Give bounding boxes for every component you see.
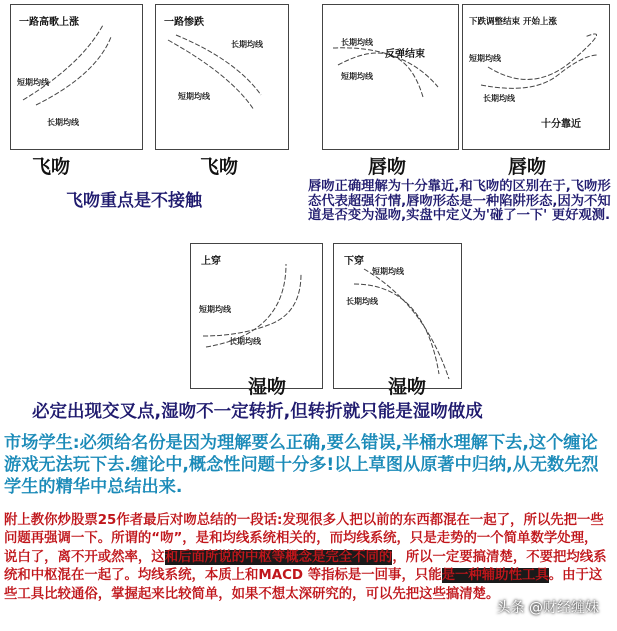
rebound-end-label: 反弹结束 [385, 49, 425, 60]
quote-text: ，所以一定要搞清楚，不要把均线系统和中枢混在一起了。均线系统，本质上和MACD 等指标是一回事，只能 [4, 549, 607, 584]
diagram-title: 下穿 [344, 256, 364, 267]
long-ma-label: 长期均线 [229, 337, 261, 346]
quote-highlight: 是一种辅助性工具 [441, 568, 549, 584]
diagram-title: 下跌调整结束 开始上涨 [469, 17, 557, 27]
long-ma-label: 长期均线 [47, 118, 79, 127]
diagram-lip-kiss-rebound-end [322, 4, 459, 150]
kiss-type-label: 飞吻 [32, 156, 71, 178]
diagram-lip-kiss-correction-end [462, 4, 610, 150]
short-ma-label: 短期均线 [17, 78, 49, 87]
diagram-wet-kiss-cross-down [333, 243, 462, 389]
short-ma-label: 短期均线 [199, 305, 231, 314]
short-ma-label: 短期均线 [341, 72, 373, 81]
kiss-type-label: 湿吻 [388, 376, 427, 398]
student-note: 市场学生:必须给名份是因为理解要么正确,要么错误,半桶水理解下去,这个缠论游戏无法玩下去.缠论中,概念性问题十分多!以上草图从原著中归纳,从无数先烈学生的精华中总结出来. [4, 433, 599, 497]
fly-kiss-caption: 飞吻重点是不接触 [66, 191, 202, 211]
quote-highlight: 和后面所说的中枢等概念是完全不同的 [164, 549, 393, 565]
diagram-wet-kiss-cross-up [190, 243, 323, 389]
long-ma-label: 长期均线 [231, 40, 263, 49]
diagram-title: 上穿 [201, 256, 221, 267]
short-ma-label: 短期均线 [469, 54, 501, 63]
diagram-fly-kiss-rising [10, 4, 143, 150]
lip-kiss-caption: 唇吻正确理解为十分靠近,和飞吻的区别在于,飞吻形态代表超强行情,唇吻形态是一种陷阱形态,因为不知道是否变为湿吻,实盘中定义为'碰了一下' 更好观测. [308, 179, 611, 224]
diagram-title: 一路高歌上涨 [19, 17, 79, 28]
kiss-type-label: 唇吻 [368, 156, 407, 178]
kiss-type-label: 湿吻 [248, 376, 287, 398]
kiss-type-label: 唇吻 [508, 156, 547, 178]
short-ma-label: 短期均线 [372, 267, 404, 276]
diagram-title: 一路惨跌 [164, 17, 204, 28]
kiss-type-label: 飞吻 [200, 156, 239, 178]
quote-text: 。由于这些工具比较通俗，掌握起来比较简单，如果不想太深研究的，可以先把这些搞清楚。 [4, 568, 603, 602]
very-close-label: 十分靠近 [541, 119, 581, 130]
wet-kiss-caption: 必定出现交叉点,湿吻不一定转折,但转折就只能是湿吻做成 [32, 402, 483, 422]
long-ma-label: 长期均线 [341, 38, 373, 47]
short-ma-label: 短期均线 [178, 92, 210, 101]
author-quote [4, 512, 610, 604]
long-ma-label: 长期均线 [483, 94, 515, 103]
watermark: 头条 @财经缠妹 [496, 600, 599, 616]
diagram-fly-kiss-falling [155, 4, 289, 150]
long-ma-label: 长期均线 [346, 297, 378, 306]
quote-text: 附上教你炒股票25作者最后对吻总结的一段话:发现很多人把以前的东西都混在一起了，所以先把一些问题再强调一下。所谓的“吻”，是和均线系统相关的，而均线系统，只是走势的一个简单数学处理，说白了，离不开或然率，这 [4, 513, 604, 565]
